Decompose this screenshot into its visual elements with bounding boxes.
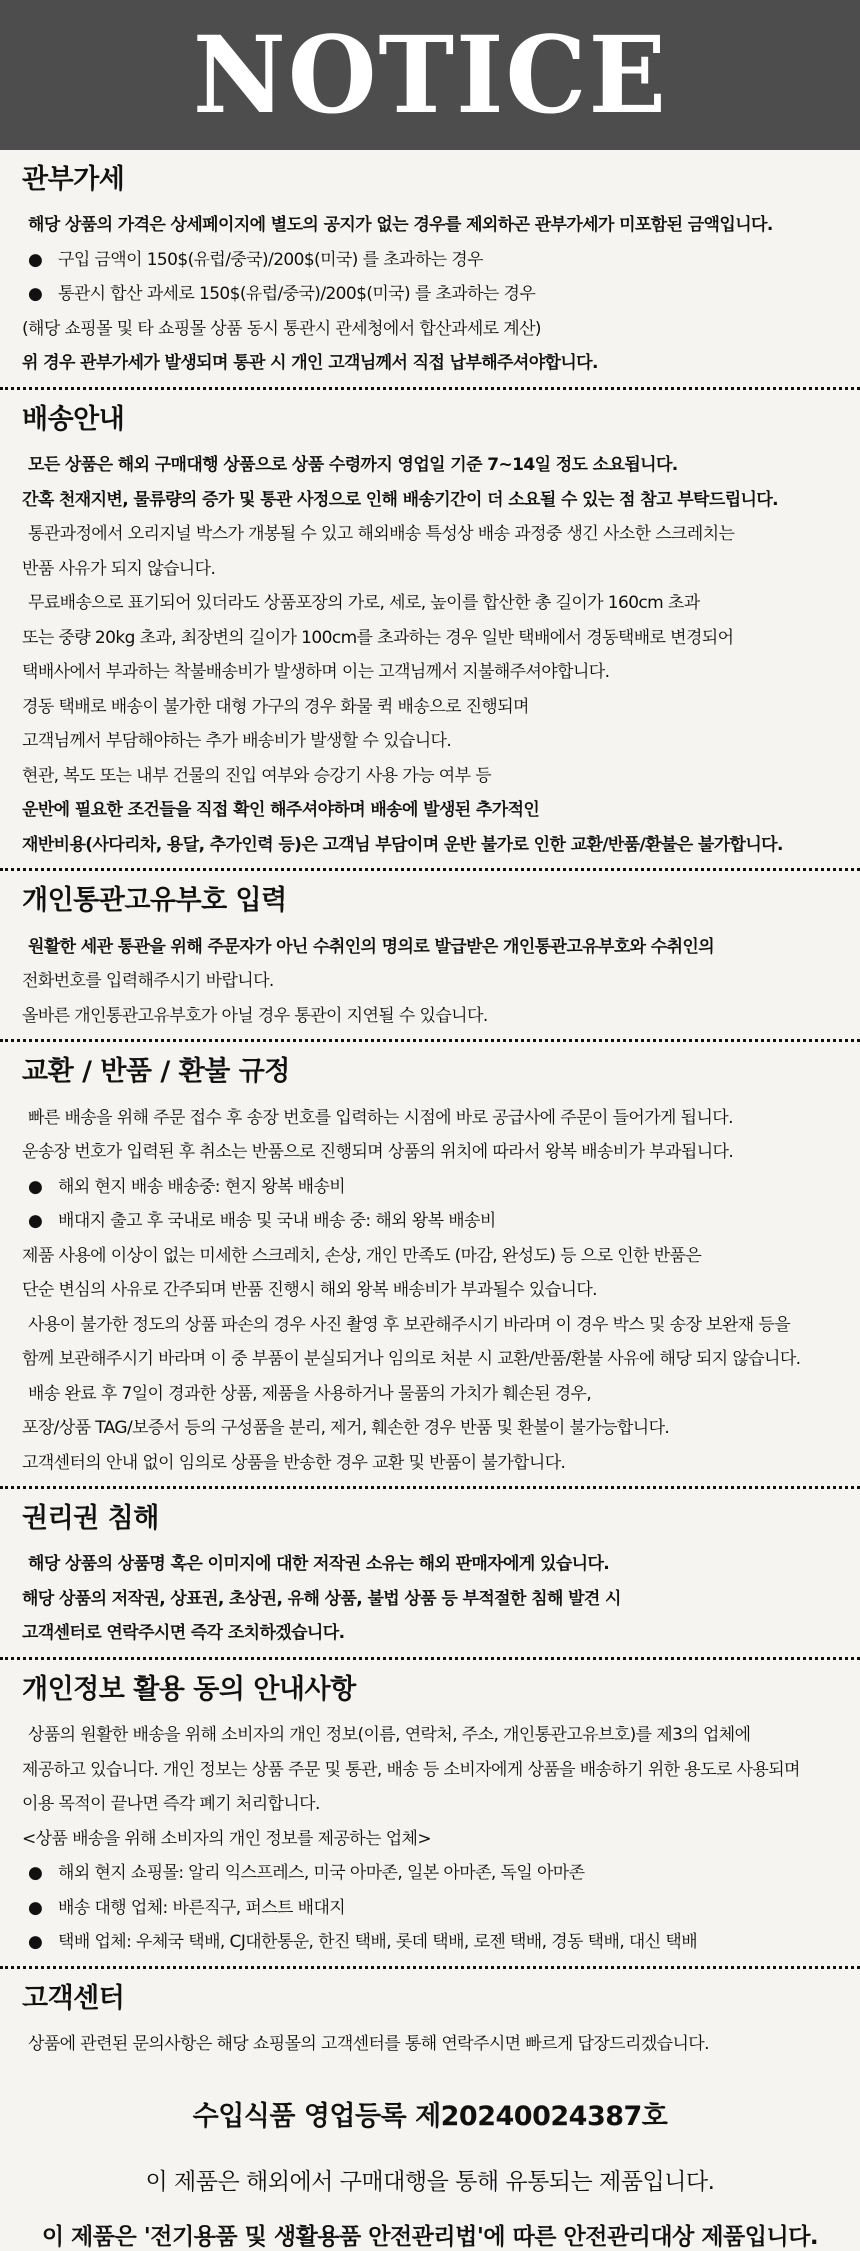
text-line: 위 경우 관부가세가 발생되며 통관 시 개인 고객님께서 직접 납부해주셔야합니다.	[22, 353, 598, 374]
text-line: 반품 사유가 되지 않습니다.	[22, 558, 216, 579]
bullet-icon: ●	[28, 1897, 43, 1918]
bullet-item: ● 구입 금액이 150$(유럽/중국)/200$(미국) 를 초과하는 경우	[22, 243, 838, 278]
bullet-icon: ●	[28, 1932, 43, 1953]
bullet-item: ● 택배 업체: 우체국 택배, CJ대한통운, 한진 택배, 롯데 택배, 로젠 택배, 경동 택배, 대신 택배	[22, 1925, 838, 1960]
section-title: 개인통관고유부호 입력	[22, 885, 287, 917]
bullet-item: ● 통관시 합산 과세로 150$(유럽/중국)/200$(미국) 를 초과하는 경우	[22, 277, 838, 312]
text-line: 재반비용(사다리차, 용달, 추가인력 등)은 고객님 부담이며 운반 불가로 인한 교환/반품/환불은 불가합니다.	[22, 834, 783, 855]
text-line: 현관, 복도 또는 내부 건물의 진입 여부와 승강기 사용 가능 여부 등	[22, 765, 492, 786]
section-title: 배송안내	[22, 403, 125, 435]
section-privacy-consent	[0, 1660, 860, 1966]
text-line: 이용 목적이 끝나면 즉각 폐기 처리합니다.	[22, 1794, 320, 1815]
section-title: 고객센터	[22, 1982, 125, 2014]
bullet-item: ● 해외 현지 쇼핑몰: 알리 익스프레스, 미국 아마존, 일본 아마존, 독일 아마존	[22, 1856, 838, 1891]
text-line: 해당 상품의 저작권, 상표권, 초상권, 유해 상품, 불법 상품 등 부적절한 침해 발견 시	[22, 1588, 621, 1609]
bullet-icon: ●	[28, 1863, 43, 1884]
text-line: 경동 택배로 배송이 불가한 대형 가구의 경우 화물 퀵 배송으로 진행되며	[22, 696, 529, 717]
section-shipping	[0, 390, 860, 868]
text-line: 빠른 배송을 위해 주문 접수 후 송장 번호를 입력하는 시점에 바로 공급사에 주문이 들어가게 됩니다.	[28, 1107, 733, 1128]
text-line: 제품 사용에 이상이 없는 미세한 스크레치, 손상, 개인 만족도 (마감, 완성도) 등 으로 인한 반품은	[22, 1245, 702, 1266]
bullet-icon: ●	[28, 1211, 43, 1232]
bullet-icon: ●	[28, 1176, 43, 1197]
text-line: 모든 상품은 해외 구매대행 상품으로 상품 수령까지 영업일 기준 7~14일 정도 소요됩니다.	[28, 455, 678, 476]
text-line: 또는 중량 20kg 초과, 최장변의 길이가 100cm를 초과하는 경우 일반 택배에서 경동택배로 변경되어	[22, 627, 734, 648]
text-line: 간혹 천재지변, 물류량의 증가 및 통관 사정으로 인해 배송기간이 더 소요될 수 있는 점 참고 부탁드립니다.	[22, 489, 779, 510]
text-line: 제공하고 있습니다. 개인 정보는 상품 주문 및 통관, 배송 등 소비자에게 상품을 배송하기 위한 용도로 사용되며	[22, 1759, 800, 1780]
text-line: 운반에 필요한 조건들을 직접 확인 해주셔야하며 배송에 발생된 추가적인	[22, 800, 540, 821]
section-title: 권리권 침해	[22, 1503, 159, 1535]
text-line: 해당 상품의 상품명 혹은 이미지에 대한 저작권 소유는 해외 판매자에게 있습니다.	[28, 1554, 610, 1575]
text-line: (해당 쇼핑몰 및 타 쇼핑몰 상품 동시 통관시 관세청에서 합산과세로 계산)	[22, 318, 541, 339]
text-line: 원활한 세관 통관을 위해 주문자가 아닌 수취인의 명의로 발급받은 개인통관고유부호와 수취인의	[28, 936, 715, 957]
text-line: 고객센터의 안내 없이 임의로 상품을 반송한 경우 교환 및 반품이 불가합니다.	[22, 1452, 566, 1473]
text-line: 단순 변심의 사유로 간주되며 반품 진행시 해외 왕복 배송비가 부과될수 있습니다.	[22, 1280, 597, 1301]
text-line: 택배사에서 부과하는 착불배송비가 발생하며 이는 고객님께서 지불해주셔야합니다.	[22, 662, 610, 683]
text-line: 배송 완료 후 7일이 경과한 상품, 제품을 사용하거나 물품의 가치가 훼손된 경우,	[28, 1383, 592, 1404]
text-line: 운송장 번호가 입력된 후 취소는 반품으로 진행되며 상품의 위치에 따라서 왕복 배송비가 부과됩니다.	[22, 1142, 734, 1163]
section-title: 관부가세	[22, 164, 125, 195]
text-line: 해당 상품의 가격은 상세페이지에 별도의 공지가 없는 경우를 제외하곤 관부가세가 미포함된 금액입니다.	[28, 215, 773, 236]
text-line: 올바른 개인통관고유부호가 아닐 경우 통관이 지연될 수 있습니다.	[22, 1005, 488, 1026]
section-title: 교환 / 반품 / 환불 규정	[22, 1056, 290, 1088]
bullet-item: ● 해외 현지 배송 배송중: 현지 왕복 배송비	[22, 1170, 838, 1205]
text-line: 사용이 불가한 정도의 상품 파손의 경우 사진 촬영 후 보관해주시기 바라며 이 경우 박스 및 송장 보완재 등을	[28, 1314, 791, 1335]
notice-title: NOTICE	[192, 12, 668, 137]
text-line: <상품 배송을 위해 소비자의 개인 정보를 제공하는 업체>	[22, 1828, 431, 1849]
text-line: 전화번호를 입력해주시기 바랍니다.	[22, 971, 274, 992]
section-title: 개인정보 활용 동의 안내사항	[22, 1673, 356, 1705]
text-line: 상품의 원활한 배송을 위해 소비자의 개인 정보(이름, 연락처, 주소, 개인통관고유브호)를 제3의 업체에	[28, 1725, 751, 1746]
section-return-policy	[0, 1042, 860, 1486]
text-line: 고객님께서 부담해야하는 추가 배송비가 발생할 수 있습니다.	[22, 731, 452, 752]
safety-management-notice: 이 제품은 '전기용품 및 생활용품 안전관리법'에 따른 안전관리대상 제품입니다.	[41, 2223, 819, 2250]
text-line: 포장/상품 TAG/보증서 등의 구성품을 분리, 제거, 훼손한 경우 반품 및 환불이 불가능합니다.	[22, 1418, 670, 1439]
text-line: 상품에 관련된 문의사항은 해당 쇼핑몰의 고객센터를 통해 연락주시면 빠르게 답장드리겠습니다.	[28, 2034, 709, 2055]
text-line: 고객센터로 연락주시면 즉각 조치하겠습니다.	[22, 1623, 345, 1644]
section-customer-center	[0, 1969, 860, 2068]
bullet-item: ● 배송 대행 업체: 바른직구, 퍼스트 배대지	[22, 1891, 838, 1926]
text-line: 함께 보관해주시기 바라며 이 중 부품이 분실되거나 임의로 처분 시 교환/반품/환불 사유에 해당 되지 않습니다.	[22, 1349, 801, 1370]
text-line: 무료배송으로 표기되어 있더라도 상품포장의 가로, 세로, 높이를 합산한 총 길이가 160cm 초과	[28, 593, 700, 614]
footer	[0, 2068, 860, 2251]
text-line: 통관과정에서 오리지널 박스가 개봉될 수 있고 해외배송 특성상 배송 과정중 생긴 사소한 스크레치는	[28, 524, 735, 545]
bullet-icon: ●	[28, 284, 43, 305]
section-rights-infringement	[0, 1489, 860, 1657]
import-food-registration: 수입식품 영업등록 제20240024387호	[192, 2100, 668, 2132]
notice-header	[0, 0, 860, 150]
section-customs-code	[0, 871, 860, 1039]
bullet-item: ● 배대지 출고 후 국내로 배송 및 국내 배송 중: 해외 왕복 배송비	[22, 1204, 838, 1239]
bullet-icon: ●	[28, 249, 43, 270]
section-customs-duty	[0, 150, 860, 387]
purchase-agency-notice: 이 제품은 해외에서 구매대행을 통해 유통되는 제품입니다.	[145, 2168, 715, 2195]
